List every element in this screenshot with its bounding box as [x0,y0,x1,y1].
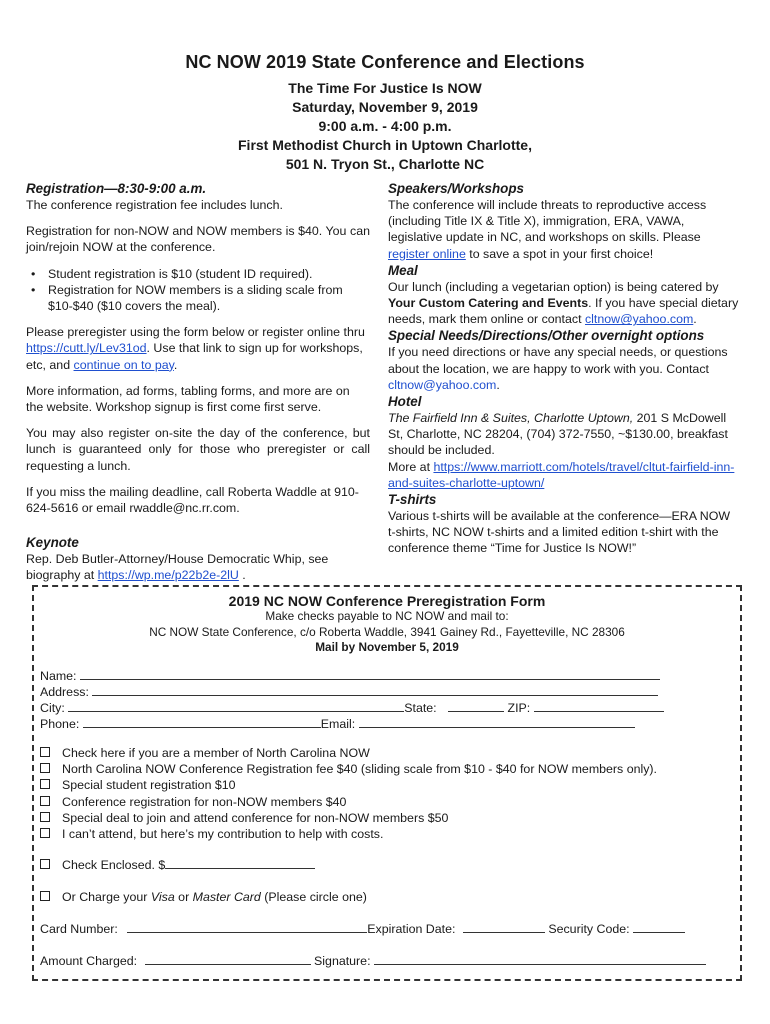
hotel-text: 201 S McDowell St, Charlotte, NC 28204, (704) 372-7550, ~$130.00, breakfast should be included. [388,411,728,458]
checkbox-icon[interactable] [40,779,50,789]
keynote-text: Rep. Deb Butler-Attorney/House Democratic Whip, see biography at [26,552,329,583]
state-field[interactable] [448,700,504,712]
amount-label: Amount Charged: [40,954,138,969]
fee-text: The conference registration fee includes lunch. [26,198,283,212]
checkbox-member[interactable] [40,745,740,761]
checkbox-icon[interactable] [40,859,50,869]
name-field[interactable] [80,668,660,680]
expiration-field[interactable] [463,921,545,933]
city-field[interactable] [68,700,404,712]
charge-note: (Please circle one) [260,889,367,904]
right-column [388,180,740,557]
meal-paragraph [388,279,740,328]
cuttly-link[interactable]: https://cutt.ly/Lev31od [26,341,147,356]
zip-field[interactable] [534,700,664,712]
form-title: 2019 NC NOW Conference Preregistration Form [228,593,546,609]
bullet-sliding-scale: • Registration for NOW members is a sliding scale from $10-$40 ($10 covers the meal). [26,282,370,314]
checkbox-icon[interactable] [40,796,50,806]
meal-text-mid: . If you have special dietary needs, mark them online or contact [388,296,739,327]
zip-label: ZIP: [507,701,531,716]
amount-row [40,953,740,969]
preregister-text: Please preregister using the form below or register online thru [26,325,365,340]
card-row [40,921,740,937]
amount-field[interactable] [145,953,311,965]
meal-heading: Meal [388,262,418,278]
marriott-link[interactable]: https://www.marriott.com/hotels/travel/cltut-fairfield-inn-and-suites-charlotte-uptown/ [388,459,735,490]
checkbox-member-label: Check here if you are a member of North Carolina NOW [62,745,370,760]
security-code-label: Security Code: [548,922,630,937]
card-number-label: Card Number: [40,922,118,937]
check-enclosed-label: Check Enclosed. $ [62,858,166,873]
security-code-field[interactable] [633,921,685,933]
preregister-paragraph [26,324,370,373]
signature-field[interactable] [374,953,706,965]
checkbox-icon[interactable] [40,747,50,757]
checkbox-registration-fee-label: North Carolina NOW Conference Registration fee $40 (sliding scale from $10 - $40 for NOW members only). [62,761,657,776]
document-title: NC NOW 2019 State Conference and Elections [185,52,585,72]
phone-label: Phone: [40,717,80,732]
header-venue: First Methodist Church in Uptown Charlotte, [238,137,532,153]
keynote-paragraph [26,551,370,583]
form-deadline: Mail by November 5, 2019 [315,640,459,654]
hotel-more-text: More at [388,459,434,474]
preregister-text-end: . [173,357,178,372]
register-online-link[interactable]: register online [388,246,466,261]
checkbox-icon[interactable] [40,828,50,838]
registration-bullets [26,266,370,315]
email-label: Email: [320,717,356,732]
checkbox-charge-card[interactable] [40,889,740,905]
header-theme: The Time For Justice Is NOW [288,80,482,96]
email-field[interactable] [359,716,635,728]
card-number-field[interactable] [127,921,367,933]
speakers-heading: Speakers/Workshops [388,181,524,196]
meal-text-end: . [693,312,697,327]
phone-field[interactable] [83,716,321,728]
caterer-name: Your Custom Catering and Events [388,296,589,311]
checkbox-check-enclosed[interactable] [40,857,740,873]
info-text: More information, ad forms, tabling forms, and more are on the website. Workshop signup is first come first serve. [26,383,350,415]
onsite-text: You may also register on-site the day of the conference, but lunch is guaranteed only for those who preregister or call requesting a lunch. [26,426,370,473]
checkbox-registration-fee[interactable] [40,761,740,777]
state-label: State: [404,701,437,716]
tshirts-heading: T-shirts [388,492,437,508]
charge-label: Or Charge your [62,889,151,904]
checkbox-student[interactable] [40,777,740,793]
name-label: Name: [40,668,77,683]
hotel-heading: Hotel [388,394,422,410]
header-date: Saturday, November 9, 2019 [292,99,478,115]
speakers-text-end: to save a spot in your first choice! [465,246,654,261]
checkbox-special-deal[interactable] [40,810,740,826]
special-needs-text-end: . [496,377,500,392]
registration-heading: Registration—8:30-9:00 a.m. [26,181,207,196]
special-needs-text: If you need directions or have any special needs, or questions about the location, we are happy to work with you. Contact [388,345,728,376]
header-time: 9:00 a.m. - 4:00 p.m. [318,118,452,134]
meal-text: Our lunch (including a vegetarian option) is being catered by [388,279,719,294]
checkbox-non-now-label: Conference registration for non-NOW members $40 [62,794,347,809]
continue-pay-link[interactable]: continue on to pay [73,357,174,372]
charge-or-label: or [174,889,193,904]
checkbox-special-deal-label: Special deal to join and attend conference for non-NOW members $50 [62,810,449,825]
preregister-text-mid: . Use that link to sign up for workshops, etc, and [26,341,363,372]
special-needs-paragraph [388,344,740,393]
hotel-more [388,459,740,491]
visa-label: Visa [150,889,175,904]
checkbox-contribution-label: I can’t attend, but here’s my contribution to help with costs. [62,827,384,842]
checkbox-icon[interactable] [40,763,50,773]
checkbox-icon[interactable] [40,891,50,901]
biography-link[interactable]: https://wp.me/p22b2e-2lU [97,568,239,583]
signature-label: Signature: [314,954,371,969]
document-header [0,52,770,174]
form-payable: Make checks payable to NC NOW and mail to: [265,609,509,623]
speakers-text: The conference will include threats to reproductive access (including Title IX & Title X), immigration, ERA, VAWA, legislative update in NC, and workshops on skills. Please [388,198,707,245]
checkbox-student-label: Special student registration $10 [62,778,236,793]
address-label: Address: [40,684,89,699]
special-needs-heading: Special Needs/Directions/Other overnight options [388,328,705,344]
checkbox-icon[interactable] [40,812,50,822]
city-label: City: [40,701,65,716]
special-needs-email[interactable]: cltnow@yahoo.com [388,377,497,392]
missed-deadline-text: If you miss the mailing deadline, call Roberta Waddle at 910-624-5616 or email rwaddle@nc.rr.com. [26,484,359,516]
form-mail-address: NC NOW State Conference, c/o Roberta Waddle, 3941 Gainey Rd., Fayetteville, NC 28306 [149,624,625,639]
mastercard-label: Master Card [192,889,261,904]
meal-email-link[interactable]: cltnow@yahoo.com [584,312,694,327]
checkbox-contribution[interactable] [40,826,740,842]
option-checkboxes [40,745,740,905]
price-text: Registration for non-NOW and NOW members is $40. You can join/rejoin NOW at the conference. [26,224,370,255]
contact-fields [40,668,740,733]
hotel-name: The Fairfield Inn & Suites, Charlotte Uptown, [388,411,634,426]
header-address: 501 N. Tryon St., Charlotte NC [285,156,485,172]
address-field[interactable] [92,684,658,696]
hotel-paragraph [388,410,740,459]
keynote-text-end: . [238,568,246,583]
left-column [26,180,370,584]
check-amount-field[interactable] [165,857,315,869]
tshirts-text: Various t-shirts will be available at the conference—ERA NOW t-shirts, NC NOW t-shirts and a limited edition t-shirt with the conference theme “Time for Justice Is NOW!” [388,509,731,556]
bullet-student: • Student registration is $10 (student ID required). [26,266,370,282]
keynote-heading: Keynote [26,535,79,551]
speakers-paragraph [388,197,740,262]
expiration-label: Expiration Date: [367,922,456,937]
preregistration-form [32,585,742,981]
checkbox-non-now[interactable] [40,794,740,810]
